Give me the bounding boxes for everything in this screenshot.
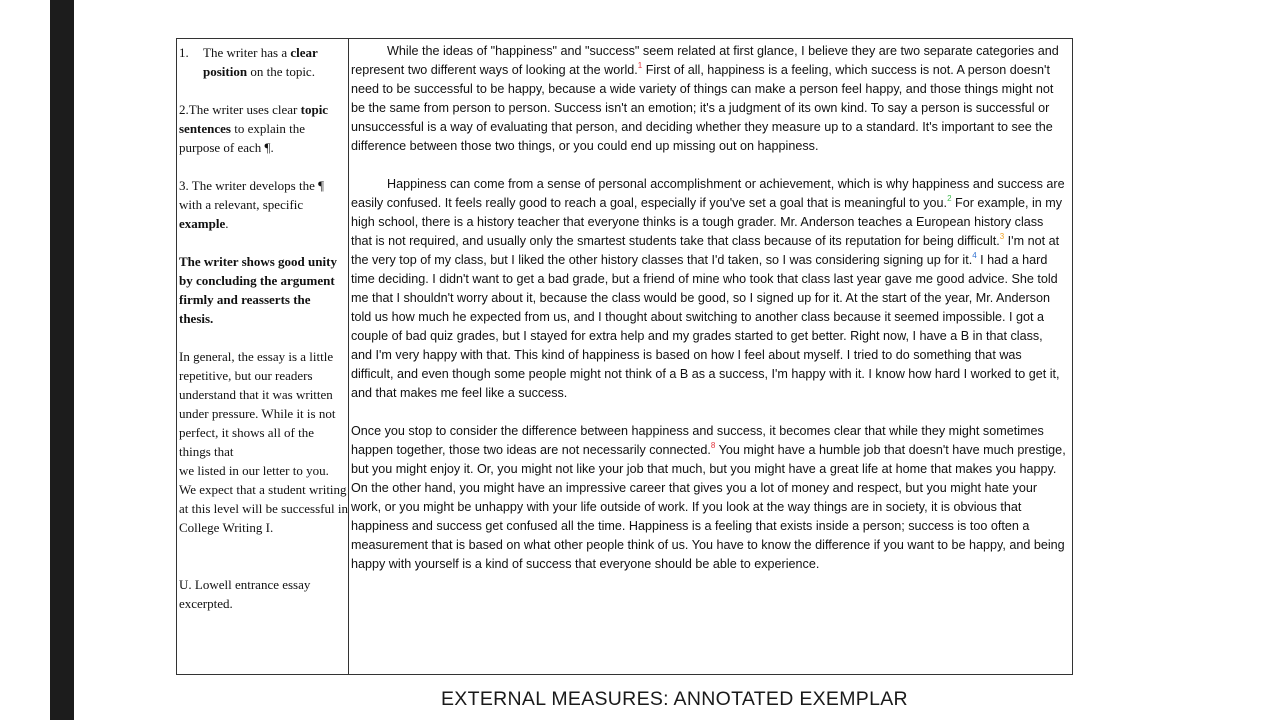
- annotation-column: [177, 39, 349, 674]
- annotation-item-1-number: 1.: [179, 45, 189, 60]
- essay-p1-part-a: While the ideas of "happiness" and "success" seem related at first glance, I believe they are two separate categories and represent two different ways of looking at the world.: [351, 44, 1059, 77]
- essay-paragraph-2: [351, 175, 1066, 403]
- essay-column: [349, 39, 1072, 674]
- annotation-item-1: [179, 43, 348, 81]
- essay-source: U. Lowell entrance essay excerpted.: [179, 577, 311, 611]
- annotation-item-2: [179, 100, 348, 157]
- general-comment-2: we listed in our letter to you. We expect that a student writing at this level will be successful in College Writing I.: [179, 463, 348, 535]
- essay-p2-part-d: I had a hard time deciding. I didn't want to get a bad grade, but a friend of mine who took that class last year gave me good advice. She told me that I shouldn't worry about it, because the class would be good, so I signed up for it. At the start of the year, Mr. Anderson told us how much he expected from us, and I thought about switching to another class because it seemed impossible. I got a couple of bad quiz grades, but I stayed for extra help and my grades started to get better. Right now, I have a B in that class, and I'm very happy with that. This kind of happiness is based on how I feel about myself. I tried to do something that was difficult, and even though some people might not think of a B as a success, I'm happy with it. I know how hard I worked to get it, and that makes me feel like a success.: [351, 253, 1060, 400]
- essay-p2-part-a: Happiness can come from a sense of personal accomplishment or achievement, which is why happiness and success are easily confused. It feels really good to reach a goal, especially if you've set a goal that is meaningful to you.: [351, 177, 1065, 210]
- footnote-marker-1: 1: [637, 60, 643, 70]
- annotation-item-1-text: The writer has a: [203, 45, 291, 60]
- exemplar-table: [176, 38, 1073, 675]
- general-comment-1: In general, the essay is a little repetitive, but our readers understand that it was written under pressure. While it is not perfect, it shows all of the things that: [179, 349, 336, 459]
- annotation-item-2-text: 2.The writer uses clear: [179, 102, 301, 117]
- annotation-item-1-tail: on the topic.: [247, 64, 315, 79]
- annotation-item-3-tail: .: [225, 216, 229, 231]
- left-accent-bar: [50, 0, 74, 720]
- footnote-marker-8: 8: [710, 440, 716, 450]
- essay-p2-part-b: For example, in my high school, there is a history teacher that everyone thinks is a tough grader. Mr. Anderson teaches a European history class that is not required, and usually only the smartest students take that class because of its reputation for being difficult.: [351, 196, 1063, 248]
- footnote-marker-3: 3: [999, 231, 1005, 241]
- footnote-marker-2: 2: [947, 193, 952, 203]
- annotation-item-3: [179, 176, 348, 233]
- annotation-item-2-bold: topic sentences: [179, 102, 329, 136]
- annotation-item-4: [179, 252, 348, 328]
- essay-p2-part-c: I'm not at the very top of my class, but I liked the other history classes that I'd taken, so I was considering signing up for it.: [351, 234, 1060, 267]
- footnote-marker-4: 4: [972, 250, 977, 260]
- annotation-item-3-text: 3. The writer develops the ¶ with a relevant, specific: [179, 178, 324, 212]
- essay-paragraph-1: [351, 42, 1066, 156]
- slide-title: EXTERNAL MEASURES: ANNOTATED EXEMPLAR: [441, 688, 908, 710]
- annotation-item-1-bold: clear position: [203, 45, 318, 79]
- annotation-item-3-bold: example: [179, 216, 226, 231]
- annotation-item-4-bold: The writer shows good unity by concluding the argument firmly and reasserts the thesis.: [179, 254, 337, 326]
- essay-p1-part-b: First of all, happiness is a feeling, which success is not. A person doesn't need to be successful to be happy, because a wide variety of things can make a person feel happy, and those things might not be the same from person to person. Success isn't an emotion; it's a judgment of its own kind. To say a person is successful or unsuccessful is a way of evaluating that person, and deciding whether they measure up to a standard. It's important to see the difference between those two things, or you could end up missing out on happiness.: [351, 63, 1054, 153]
- annotation-item-2-tail: to explain the purpose of each ¶.: [179, 121, 306, 155]
- essay-p3-part-b: You might have a humble job that doesn't have much prestige, but you might enjoy it. Or, you might not like your job that much, but you might have a great life at home that makes you happy. On the other hand, you might have an impressive career that gives you a lot of money and respect, but you might hate your work, or you might be unhappy with your life outside of work. If you look at the way things are in society, it is obvious that happiness and success get confused all the time. Happiness is a feeling that exists inside a person; success is too often a measurement that is based on what other people think of us. You have to know the difference if you want to be happy, and being happy with yourself is a kind of success that everyone should be able to experience.: [351, 443, 1066, 571]
- essay-paragraph-3: [351, 422, 1066, 574]
- essay-p3-part-a: Once you stop to consider the difference between happiness and success, it becomes clear that while they might sometimes happen together, those two ideas are not necessarily connected.: [351, 424, 1044, 457]
